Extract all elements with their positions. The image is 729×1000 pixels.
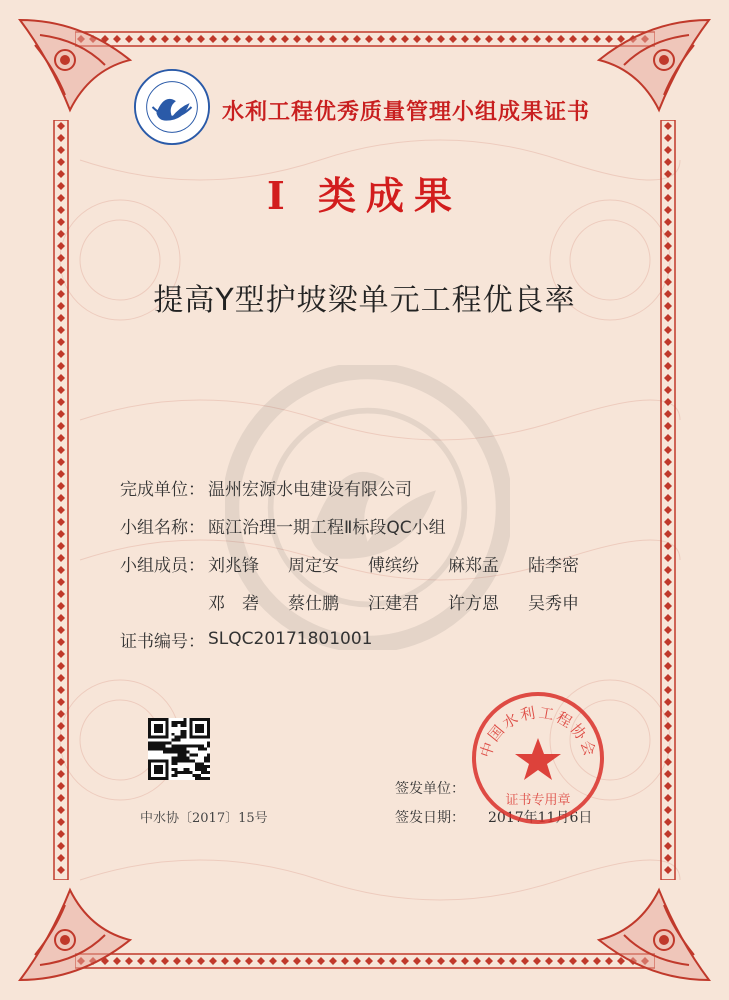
issuer-title: 水利工程优秀质量管理小组成果证书 bbox=[222, 99, 591, 125]
issue-date-row bbox=[395, 807, 593, 827]
qr-code[interactable] bbox=[148, 718, 210, 780]
document-number: 中水协〔2017〕15号 bbox=[140, 811, 268, 826]
member-name: 傅缤纷 bbox=[368, 555, 419, 576]
member-name: 陆李密 bbox=[528, 555, 579, 576]
cert-no-row bbox=[120, 620, 608, 658]
border-top bbox=[75, 28, 655, 50]
official-seal bbox=[468, 688, 608, 828]
corner-ornament-top-left bbox=[10, 10, 150, 120]
group-label: 小组名称： bbox=[120, 517, 205, 538]
cert-no-label: 证书编号： bbox=[120, 631, 205, 652]
certificate-info bbox=[120, 468, 608, 658]
member-name: 麻郑孟 bbox=[448, 555, 499, 576]
member-name: 江建君 bbox=[368, 593, 419, 614]
group-row bbox=[120, 506, 608, 544]
corner-ornament-top-right bbox=[579, 10, 719, 120]
border-left bbox=[50, 120, 72, 880]
members-row-2 bbox=[120, 582, 608, 620]
member-name: 蔡仕鹏 bbox=[288, 593, 339, 614]
issue-date-label: 签发日期： bbox=[395, 810, 465, 826]
group-value: 瓯江治理一期工程Ⅱ标段QC小组 bbox=[208, 517, 446, 538]
member-name: 周定安 bbox=[288, 555, 339, 576]
association-logo bbox=[133, 68, 211, 146]
corner-ornament-bottom-right bbox=[579, 880, 719, 990]
award-class-title: I 类成果 bbox=[266, 173, 462, 218]
border-bottom bbox=[75, 950, 655, 972]
unit-value: 温州宏源水电建设有限公司 bbox=[208, 479, 412, 500]
unit-label: 完成单位： bbox=[120, 479, 205, 500]
unit-row bbox=[120, 468, 608, 506]
corner-ornament-bottom-left bbox=[10, 880, 150, 990]
cert-no-value: SLQC20171801001 bbox=[208, 629, 373, 649]
members-label: 小组成员： bbox=[120, 555, 205, 576]
seal-org-text: 中国水利工程协会 bbox=[476, 703, 600, 760]
issue-date-value: 2017年11月6日 bbox=[488, 810, 593, 826]
member-name: 吴秀申 bbox=[528, 593, 579, 614]
border-right bbox=[657, 120, 679, 880]
member-name: 许方恩 bbox=[448, 593, 499, 614]
member-name: 刘兆锋 bbox=[208, 555, 259, 576]
seal-bottom-text: 证书专用章 bbox=[505, 793, 571, 808]
issue-unit-label: 签发单位： bbox=[395, 781, 465, 797]
project-title: 提高Y型护坡梁单元工程优良率 bbox=[153, 283, 576, 318]
member-name: 邓 砻 bbox=[208, 593, 259, 614]
star-icon bbox=[515, 738, 561, 780]
members-row bbox=[120, 544, 608, 582]
